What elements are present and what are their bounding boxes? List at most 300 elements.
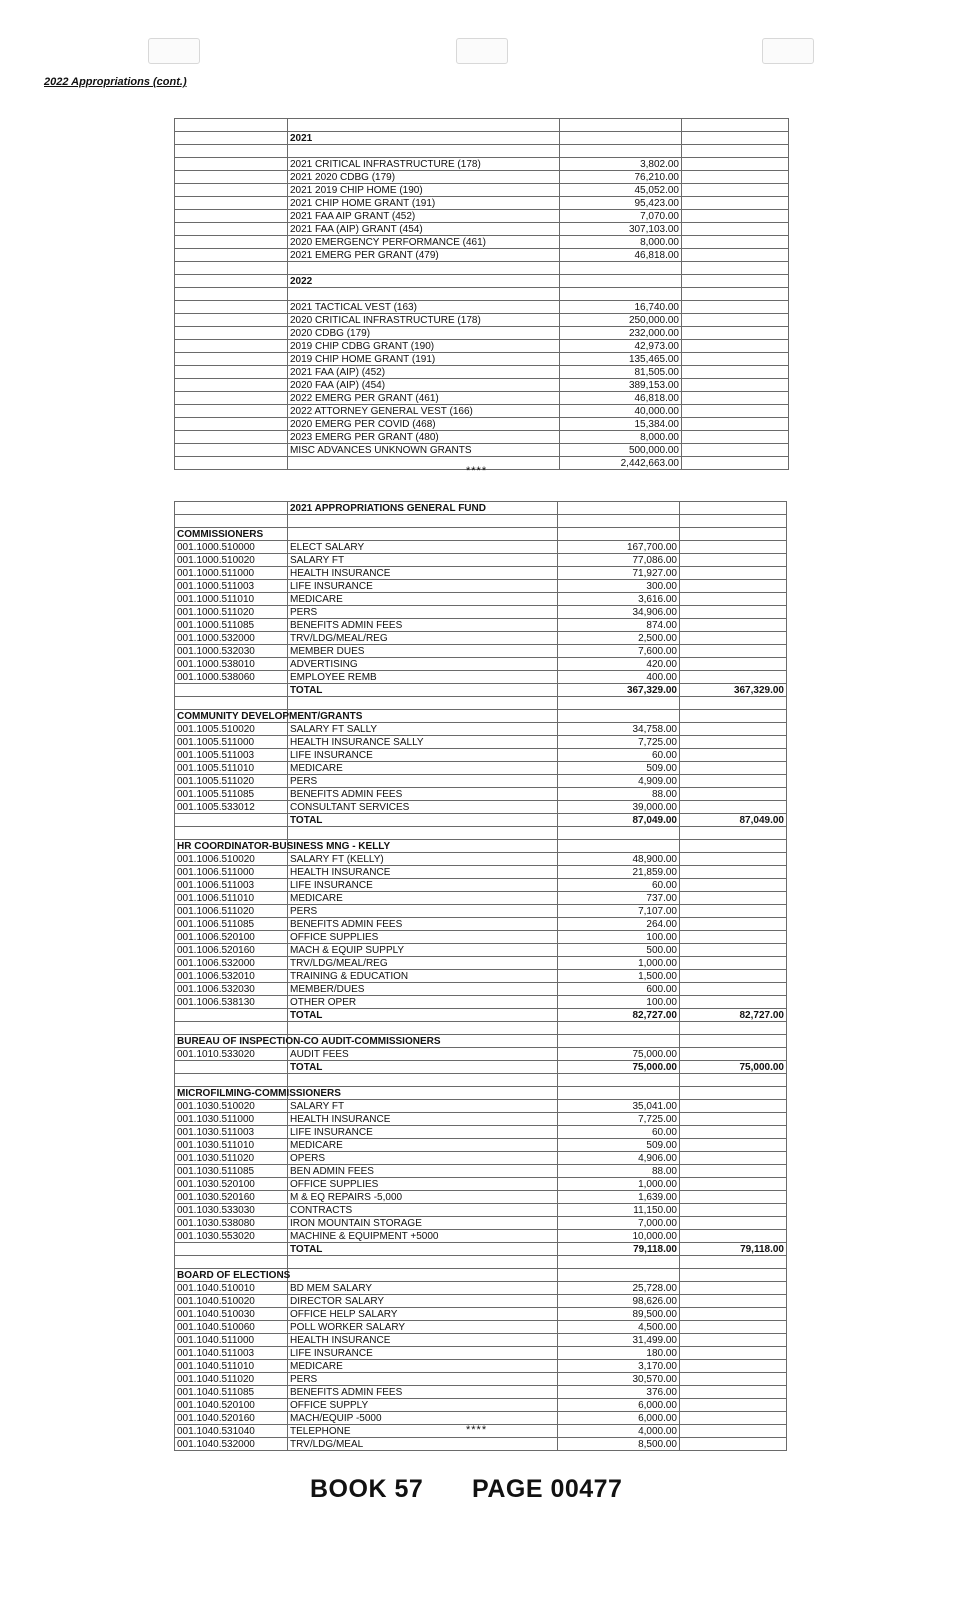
empty-cell	[682, 275, 789, 288]
empty-cell	[175, 340, 288, 353]
account-amount: 10,000.00	[558, 1230, 680, 1243]
account-row	[175, 1139, 787, 1152]
account-code: 001.1030.520100	[175, 1178, 288, 1191]
account-desc: OFFICE SUPPLIES	[288, 931, 558, 944]
account-desc: TRAINING & EDUCATION	[288, 970, 558, 983]
account-row	[175, 879, 787, 892]
account-row	[175, 749, 787, 762]
account-amount: 7,725.00	[558, 736, 680, 749]
empty-cell	[680, 1139, 787, 1152]
account-code: 001.1000.511020	[175, 606, 288, 619]
total-label: TOTAL	[288, 1009, 558, 1022]
empty-cell	[680, 853, 787, 866]
empty-cell	[680, 593, 787, 606]
account-row	[175, 580, 787, 593]
account-code: 001.1006.511085	[175, 918, 288, 931]
account-row	[175, 1308, 787, 1321]
account-row	[175, 645, 787, 658]
grant-name: 2021 2019 CHIP HOME (190)	[288, 184, 560, 197]
account-row	[175, 1321, 787, 1334]
account-row	[175, 1113, 787, 1126]
empty-cell	[560, 119, 682, 132]
total-row	[175, 1009, 787, 1022]
account-code: 001.1030.511000	[175, 1113, 288, 1126]
grant-name: 2022 EMERG PER GRANT (461)	[288, 392, 560, 405]
empty-cell	[288, 827, 558, 840]
account-code: 001.1030.520160	[175, 1191, 288, 1204]
account-amount: 4,906.00	[558, 1152, 680, 1165]
account-desc: MEDICARE	[288, 762, 558, 775]
grant-amount: 7,070.00	[560, 210, 682, 223]
empty-cell	[682, 418, 789, 431]
grant-name: 2019 CHIP CDBG GRANT (190)	[288, 340, 560, 353]
empty-cell	[682, 366, 789, 379]
account-amount: 100.00	[558, 996, 680, 1009]
department-row	[175, 840, 787, 853]
account-desc: PERS	[288, 905, 558, 918]
account-amount: 88.00	[558, 1165, 680, 1178]
empty-cell	[558, 1269, 680, 1282]
account-desc: MEMBER DUES	[288, 645, 558, 658]
empty-cell	[682, 119, 789, 132]
total-label: TOTAL	[288, 684, 558, 697]
empty-cell	[175, 1061, 288, 1074]
department-total: 87,049.00	[558, 814, 680, 827]
account-code: 001.1040.510030	[175, 1308, 288, 1321]
empty-cell	[558, 697, 680, 710]
empty-cell	[558, 528, 680, 541]
empty-cell	[680, 1022, 787, 1035]
empty-cell	[680, 671, 787, 684]
empty-cell	[558, 502, 680, 515]
empty-cell	[558, 1074, 680, 1087]
empty-cell	[680, 1256, 787, 1269]
account-code: 001.1006.532030	[175, 983, 288, 996]
general-fund-table	[174, 501, 787, 1451]
account-row	[175, 996, 787, 1009]
empty-cell	[560, 262, 682, 275]
account-code: 001.1030.538080	[175, 1217, 288, 1230]
account-code: 001.1005.511000	[175, 736, 288, 749]
grant-row	[175, 418, 789, 431]
account-code: 001.1000.510020	[175, 554, 288, 567]
account-desc: PERS	[288, 1373, 558, 1386]
account-amount: 60.00	[558, 879, 680, 892]
grant-name: 2022 ATTORNEY GENERAL VEST (166)	[288, 405, 560, 418]
grant-name: MISC ADVANCES UNKNOWN GRANTS	[288, 444, 560, 457]
empty-cell	[175, 697, 288, 710]
grant-amount: 16,740.00	[560, 301, 682, 314]
empty-cell	[288, 288, 560, 301]
account-row	[175, 658, 787, 671]
account-code: 001.1040.510010	[175, 1282, 288, 1295]
grant-name: 2019 CHIP HOME GRANT (191)	[288, 353, 560, 366]
grant-amount: 307,103.00	[560, 223, 682, 236]
account-amount: 400.00	[558, 671, 680, 684]
department-name: COMMUNITY DEVELOPMENT/GRANTS	[175, 710, 288, 723]
account-amount: 34,758.00	[558, 723, 680, 736]
account-amount: 509.00	[558, 762, 680, 775]
empty-cell	[682, 171, 789, 184]
account-amount: 264.00	[558, 918, 680, 931]
account-amount: 7,107.00	[558, 905, 680, 918]
department-name: BOARD OF ELECTIONS	[175, 1269, 288, 1282]
empty-cell	[680, 736, 787, 749]
empty-cell	[680, 879, 787, 892]
empty-cell	[288, 528, 558, 541]
account-row	[175, 1165, 787, 1178]
account-code: 001.1005.511085	[175, 788, 288, 801]
empty-cell	[175, 223, 288, 236]
spacer-row	[175, 1074, 787, 1087]
department-row	[175, 1035, 787, 1048]
account-row	[175, 892, 787, 905]
account-code: 001.1040.511020	[175, 1373, 288, 1386]
empty-cell	[682, 288, 789, 301]
empty-cell	[680, 645, 787, 658]
grant-amount: 42,973.00	[560, 340, 682, 353]
grant-name: 2020 EMERG PER COVID (468)	[288, 418, 560, 431]
empty-cell	[680, 840, 787, 853]
account-code: 001.1006.510020	[175, 853, 288, 866]
account-row	[175, 567, 787, 580]
account-desc: M & EQ REPAIRS -5,000	[288, 1191, 558, 1204]
account-desc: MACH & EQUIP SUPPLY	[288, 944, 558, 957]
empty-cell	[288, 697, 558, 710]
empty-cell	[680, 515, 787, 528]
empty-cell	[680, 1152, 787, 1165]
grant-row	[175, 340, 789, 353]
account-code: 001.1040.511010	[175, 1360, 288, 1373]
empty-cell	[680, 580, 787, 593]
empty-cell	[175, 457, 288, 470]
account-desc: CONSULTANT SERVICES	[288, 801, 558, 814]
account-code: 001.1006.520100	[175, 931, 288, 944]
punch-hole-center	[456, 38, 508, 64]
account-code: 001.1005.511003	[175, 749, 288, 762]
account-row	[175, 762, 787, 775]
empty-cell	[680, 1204, 787, 1217]
empty-cell	[680, 1230, 787, 1243]
account-row	[175, 918, 787, 931]
grant-amount: 389,153.00	[560, 379, 682, 392]
grant-name: 2023 EMERG PER GRANT (480)	[288, 431, 560, 444]
account-desc: HEALTH INSURANCE	[288, 567, 558, 580]
account-amount: 11,150.00	[558, 1204, 680, 1217]
empty-cell	[682, 353, 789, 366]
account-row	[175, 775, 787, 788]
empty-cell	[680, 541, 787, 554]
grant-row	[175, 366, 789, 379]
account-row	[175, 1360, 787, 1373]
account-desc: ADVERTISING	[288, 658, 558, 671]
grant-name: 2021 2020 CDBG (179)	[288, 171, 560, 184]
empty-cell	[175, 249, 288, 262]
grant-amount: 232,000.00	[560, 327, 682, 340]
empty-cell	[558, 710, 680, 723]
account-code: 001.1006.511020	[175, 905, 288, 918]
grant-name: 2020 EMERGENCY PERFORMANCE (461)	[288, 236, 560, 249]
empty-cell	[175, 145, 288, 158]
account-amount: 376.00	[558, 1386, 680, 1399]
grant-row	[175, 184, 789, 197]
account-code: 001.1000.532030	[175, 645, 288, 658]
empty-cell	[680, 658, 787, 671]
account-desc: MEDICARE	[288, 593, 558, 606]
empty-cell	[680, 1217, 787, 1230]
grant-name: 2020 CRITICAL INFRASTRUCTURE (178)	[288, 314, 560, 327]
empty-cell	[175, 1243, 288, 1256]
empty-cell	[558, 1035, 680, 1048]
book-number: BOOK 57	[310, 1475, 424, 1503]
account-code: 001.1030.553020	[175, 1230, 288, 1243]
total-row	[175, 684, 787, 697]
empty-cell	[680, 1100, 787, 1113]
account-row	[175, 905, 787, 918]
empty-cell	[682, 262, 789, 275]
account-desc: OFFICE HELP SALARY	[288, 1308, 558, 1321]
empty-cell	[680, 905, 787, 918]
account-desc: SALARY FT (KELLY)	[288, 853, 558, 866]
account-row	[175, 1399, 787, 1412]
empty-cell	[680, 1295, 787, 1308]
empty-cell	[175, 288, 288, 301]
empty-cell	[175, 301, 288, 314]
account-amount: 4,500.00	[558, 1321, 680, 1334]
account-desc: TELEPHONE	[288, 1425, 558, 1438]
account-code: 001.1030.510020	[175, 1100, 288, 1113]
department-row	[175, 528, 787, 541]
account-code: 001.1010.533020	[175, 1048, 288, 1061]
department-total-right: 75,000.00	[680, 1061, 787, 1074]
account-code: 001.1005.511020	[175, 775, 288, 788]
total-label: TOTAL	[288, 1243, 558, 1256]
empty-cell	[680, 1347, 787, 1360]
account-code: 001.1030.511003	[175, 1126, 288, 1139]
spacer-row	[175, 1256, 787, 1269]
spacer-row	[175, 827, 787, 840]
department-total-right: 82,727.00	[680, 1009, 787, 1022]
empty-cell	[560, 145, 682, 158]
empty-cell	[682, 301, 789, 314]
separator-stars: ****	[466, 1424, 488, 1436]
account-desc: SALARY FT	[288, 1100, 558, 1113]
empty-cell	[288, 145, 560, 158]
account-desc: CONTRACTS	[288, 1204, 558, 1217]
grant-row	[175, 431, 789, 444]
grants-table	[174, 118, 789, 470]
grant-row	[175, 171, 789, 184]
spacer-row	[175, 288, 789, 301]
empty-cell	[288, 515, 558, 528]
account-code: 001.1005.510020	[175, 723, 288, 736]
empty-cell	[175, 210, 288, 223]
empty-cell	[288, 1269, 558, 1282]
account-amount: 420.00	[558, 658, 680, 671]
account-code: 001.1040.532000	[175, 1438, 288, 1451]
account-desc: MEDICARE	[288, 1139, 558, 1152]
department-total-right: 79,118.00	[680, 1243, 787, 1256]
empty-cell	[680, 1412, 787, 1425]
department-row	[175, 1269, 787, 1282]
grant-row	[175, 301, 789, 314]
department-name: HR COORDINATOR-BUSINESS MNG - KELLY	[175, 840, 288, 853]
empty-cell	[680, 1321, 787, 1334]
account-row	[175, 1217, 787, 1230]
empty-cell	[560, 275, 682, 288]
empty-cell	[680, 1074, 787, 1087]
account-amount: 1,639.00	[558, 1191, 680, 1204]
account-row	[175, 1334, 787, 1347]
account-amount: 98,626.00	[558, 1295, 680, 1308]
account-amount: 60.00	[558, 1126, 680, 1139]
spacer-row	[175, 262, 789, 275]
empty-cell	[682, 327, 789, 340]
account-code: 001.1006.511000	[175, 866, 288, 879]
empty-cell	[560, 288, 682, 301]
empty-cell	[680, 931, 787, 944]
empty-cell	[288, 1256, 558, 1269]
account-amount: 4,909.00	[558, 775, 680, 788]
account-code: 001.1040.511000	[175, 1334, 288, 1347]
punch-hole-right	[762, 38, 814, 64]
empty-cell	[175, 1009, 288, 1022]
empty-cell	[288, 1022, 558, 1035]
grant-row	[175, 223, 789, 236]
empty-cell	[175, 502, 288, 515]
account-amount: 600.00	[558, 983, 680, 996]
account-row	[175, 606, 787, 619]
empty-cell	[558, 1256, 680, 1269]
department-total: 367,329.00	[558, 684, 680, 697]
account-desc: OFFICE SUPPLIES	[288, 1178, 558, 1191]
grant-name: 2020 CDBG (179)	[288, 327, 560, 340]
spacer-row	[175, 119, 789, 132]
empty-cell	[682, 145, 789, 158]
account-row	[175, 983, 787, 996]
account-row	[175, 1438, 787, 1451]
account-row	[175, 957, 787, 970]
account-amount: 75,000.00	[558, 1048, 680, 1061]
account-row	[175, 736, 787, 749]
account-row	[175, 1100, 787, 1113]
account-desc: TRV/LDG/MEAL	[288, 1438, 558, 1451]
grant-amount: 135,465.00	[560, 353, 682, 366]
account-code: 001.1000.510000	[175, 541, 288, 554]
spacer-row	[175, 1022, 787, 1035]
account-desc: BEN ADMIN FEES	[288, 1165, 558, 1178]
account-row	[175, 632, 787, 645]
account-code: 001.1000.532000	[175, 632, 288, 645]
empty-cell	[680, 801, 787, 814]
empty-cell	[680, 788, 787, 801]
empty-cell	[680, 554, 787, 567]
account-amount: 77,086.00	[558, 554, 680, 567]
account-code: 001.1006.532000	[175, 957, 288, 970]
table-title: 2021 APPROPRIATIONS GENERAL FUND	[288, 502, 558, 515]
year-heading: 2022	[288, 275, 560, 288]
empty-cell	[558, 515, 680, 528]
account-desc: SALARY FT	[288, 554, 558, 567]
account-code: 001.1006.511010	[175, 892, 288, 905]
grant-amount: 95,423.00	[560, 197, 682, 210]
empty-cell	[680, 1113, 787, 1126]
department-total: 75,000.00	[558, 1061, 680, 1074]
account-amount: 167,700.00	[558, 541, 680, 554]
grant-row	[175, 353, 789, 366]
empty-cell	[175, 262, 288, 275]
account-amount: 88.00	[558, 788, 680, 801]
account-code: 001.1040.520100	[175, 1399, 288, 1412]
empty-cell	[680, 1334, 787, 1347]
account-amount: 21,859.00	[558, 866, 680, 879]
grant-name: 2021 CRITICAL INFRASTRUCTURE (178)	[288, 158, 560, 171]
account-desc: EMPLOYEE REMB	[288, 671, 558, 684]
empty-cell	[680, 827, 787, 840]
account-code: 001.1000.511003	[175, 580, 288, 593]
year-row	[175, 132, 789, 145]
account-amount: 8,500.00	[558, 1438, 680, 1451]
account-amount: 3,170.00	[558, 1360, 680, 1373]
empty-cell	[175, 684, 288, 697]
account-row	[175, 788, 787, 801]
account-row	[175, 1412, 787, 1425]
account-desc: LIFE INSURANCE	[288, 1347, 558, 1360]
year-row	[175, 275, 789, 288]
empty-cell	[175, 1022, 288, 1035]
empty-cell	[175, 275, 288, 288]
account-row	[175, 1295, 787, 1308]
empty-cell	[560, 132, 682, 145]
account-code: 001.1040.510060	[175, 1321, 288, 1334]
account-amount: 30,570.00	[558, 1373, 680, 1386]
account-amount: 7,600.00	[558, 645, 680, 658]
empty-cell	[175, 366, 288, 379]
empty-cell	[682, 379, 789, 392]
empty-cell	[682, 184, 789, 197]
grant-amount: 3,802.00	[560, 158, 682, 171]
account-desc: PERS	[288, 775, 558, 788]
account-desc: TRV/LDG/MEAL/REG	[288, 957, 558, 970]
account-code: 001.1000.511010	[175, 593, 288, 606]
account-desc: LIFE INSURANCE	[288, 580, 558, 593]
page-heading: 2022 Appropriations (cont.)	[44, 76, 187, 88]
account-code: 001.1006.520160	[175, 944, 288, 957]
account-amount: 2,500.00	[558, 632, 680, 645]
account-amount: 6,000.00	[558, 1412, 680, 1425]
empty-cell	[175, 405, 288, 418]
grant-row	[175, 210, 789, 223]
account-row	[175, 1204, 787, 1217]
empty-cell	[682, 405, 789, 418]
account-row	[175, 671, 787, 684]
account-row	[175, 541, 787, 554]
empty-cell	[682, 158, 789, 171]
empty-cell	[680, 1048, 787, 1061]
grand-total: 2,442,663.00	[560, 457, 682, 470]
empty-cell	[682, 340, 789, 353]
empty-cell	[682, 457, 789, 470]
empty-cell	[175, 158, 288, 171]
account-amount: 7,000.00	[558, 1217, 680, 1230]
empty-cell	[682, 223, 789, 236]
empty-cell	[680, 606, 787, 619]
grant-row	[175, 327, 789, 340]
spacer-row	[175, 515, 787, 528]
empty-cell	[175, 379, 288, 392]
account-code: 001.1040.531040	[175, 1425, 288, 1438]
empty-cell	[682, 444, 789, 457]
